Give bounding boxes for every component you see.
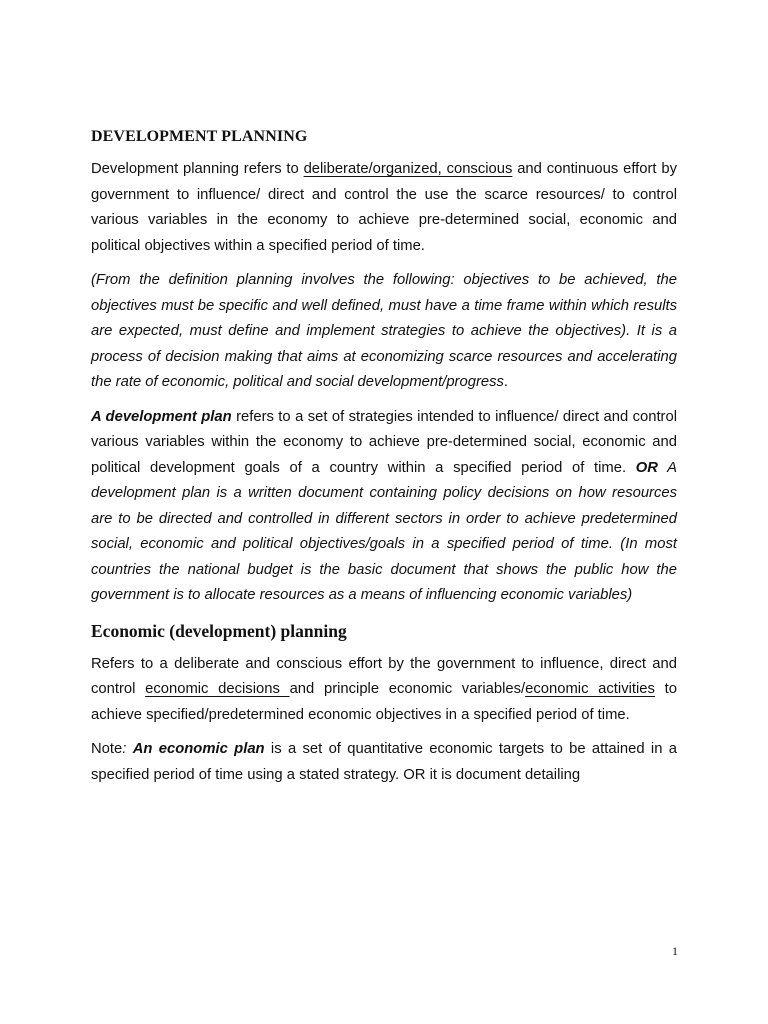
underlined-phrase: deliberate/organized, conscious [303, 161, 513, 177]
text-run: Note [91, 741, 123, 757]
text-run: . [503, 374, 509, 390]
page-content [91, 126, 677, 797]
text-run: is a set of quantitative economic targets to be attained in a specified period of time using a stated strategy. OR it is document detailing [91, 741, 677, 783]
definition-paragraph [91, 157, 677, 259]
section-subheading: Economic (development) planning [91, 620, 347, 641]
economic-plan-note-paragraph [91, 737, 677, 788]
economic-planning-paragraph [91, 652, 677, 729]
development-plan-paragraph [91, 405, 677, 609]
italic-text-run: : [122, 741, 133, 757]
text-run: Development planning refers to [91, 161, 304, 177]
underlined-phrase: economic activities [525, 681, 655, 697]
text-run: and principle economic variables/ [289, 681, 526, 697]
text-run: to achieve specified/predetermined economic objectives in a specified period of time. [91, 681, 677, 723]
text-run: Refers to a deliberate and conscious effort by the government to influence, direct and control [91, 655, 677, 697]
italic-text-run: A development plan is a written document containing policy decisions on how resources are to be directed and controlled in different sectors in order to achieve predetermined social, economic and political objectives/goals in a specified period of time. (In most countries the national budget is the basic document that shows the public how the government is to allocate resources as a means of influencing economic variables) [91, 459, 677, 603]
bold-term: OR [635, 459, 658, 476]
planning-elements-paragraph [91, 268, 677, 396]
section-heading: DEVELOPMENT PLANNING [91, 128, 308, 145]
text-run: and continuous effort by government to influence/ direct and control the use the scarce resources/ to control various variables in the economy to achieve pre-determined social, economic and political objectives within a specified period of time. [91, 161, 677, 254]
text-run: (From the definition planning involves the following: objectives to be achieved, the objectives must be specific and well defined, must have a time frame within which results are expected, must define and implement strategies to achieve the objectives). It is a process of decision making that aims at economizing scarce resources and accelerating the rate of economic, political and social development/progress [91, 272, 677, 390]
bold-term: A development plan [91, 408, 232, 425]
text-run: refers to a set of strategies intended to influence/ direct and control various variables within the economy to achieve pre-determined social, economic and political development goals of a country within a specified period of time. [91, 408, 677, 476]
underlined-phrase: economic decisions [145, 681, 290, 697]
page-number: 1 [672, 944, 678, 958]
bold-term: An economic plan [132, 741, 265, 757]
